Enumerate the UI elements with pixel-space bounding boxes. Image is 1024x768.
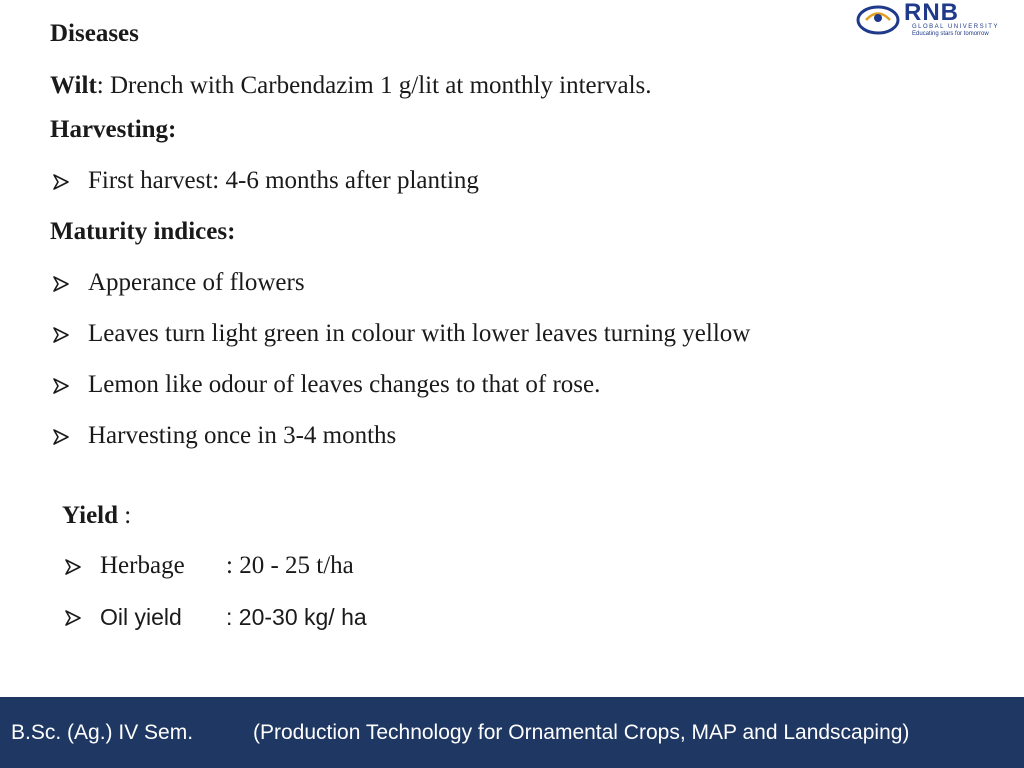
maturity-item-1: Apperance of flowers [88,269,305,296]
yield-row [62,552,562,584]
logo-emblem-icon [856,3,900,37]
footer-bar [0,697,1024,768]
maturity-item-2: Leaves turn light green in colour with lower leaves turning yellow [88,320,751,347]
wilt-line [50,72,652,100]
maturity-heading: Maturity indices: [50,218,236,245]
logo-name: RNB [904,0,959,26]
yield-value-oil: : 20-30 kg/ ha [226,604,367,630]
harvesting-heading: Harvesting: [50,116,177,143]
footer-subject: (Production Technology for Ornamental Crops, MAP and Landscaping) [253,721,910,744]
list-item [50,269,850,301]
yield-heading [62,502,131,530]
arrow-bullet-icon [64,609,82,627]
arrow-bullet-icon [52,428,70,446]
wilt-term: Wilt [50,72,97,99]
wilt-text: : Drench with Carbendazim 1 g/lit at monthly intervals. [96,72,652,99]
arrow-bullet-icon [52,275,70,293]
list-item [50,422,850,454]
harvesting-item-1: First harvest: 4-6 months after planting [88,167,479,194]
arrow-bullet-icon [52,326,70,344]
yield-value-herbage: : 20 - 25 t/ha [226,552,354,579]
footer-course: B.Sc. (Ag.) IV Sem. [11,721,194,744]
maturity-item-4: Harvesting once in 3-4 months [88,422,397,449]
diseases-heading: Diseases [50,20,139,47]
yield-row [62,604,562,636]
list-item [50,320,870,352]
maturity-item-3: Lemon like odour of leaves changes to that of rose. [88,371,601,398]
arrow-bullet-icon [52,173,70,191]
arrow-bullet-icon [52,377,70,395]
logo-subtitle: GLOBAL UNIVERSITY [912,24,999,30]
yield-label-herbage: Herbage [100,552,185,579]
yield-label-oil: Oil yield [100,604,182,630]
list-item [50,371,850,403]
yield-heading-term: Yield [62,502,119,529]
logo-tagline: Educating stars for tomorrow [912,31,989,37]
arrow-bullet-icon [64,558,82,576]
yield-heading-colon: : [118,502,132,529]
list-item [50,167,750,199]
university-logo [856,2,1020,38]
